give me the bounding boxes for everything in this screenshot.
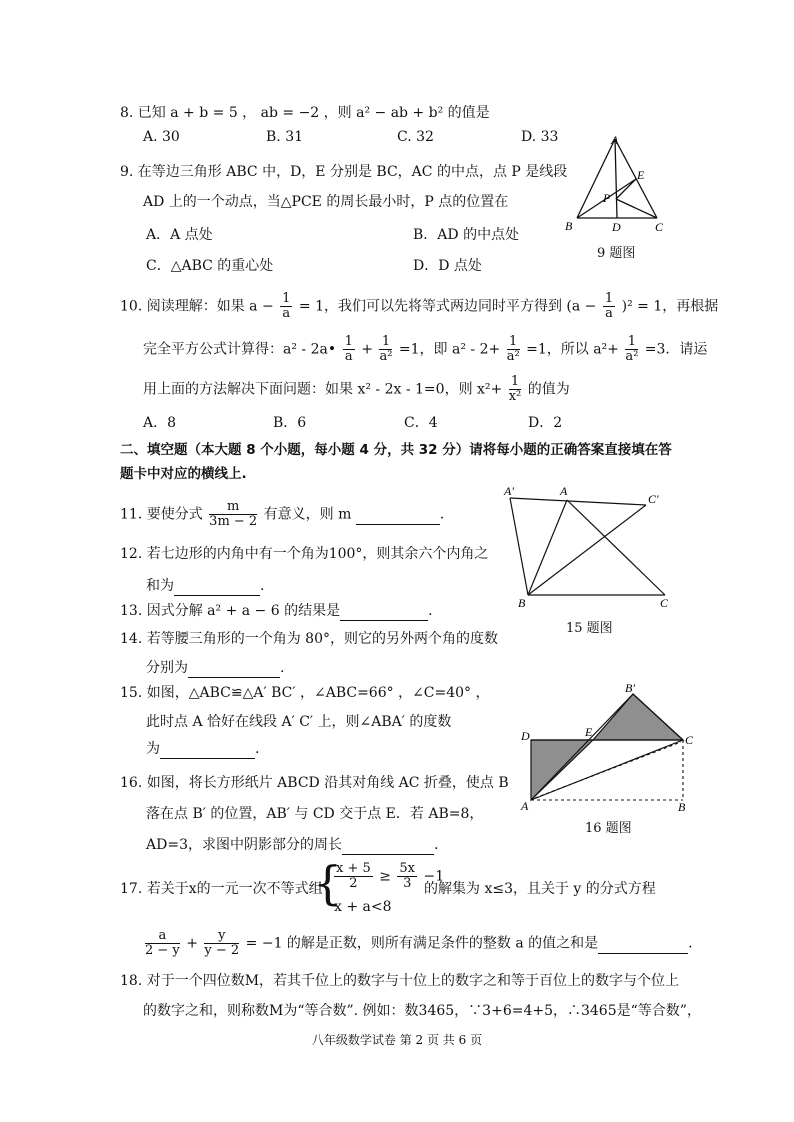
q15-segment-a1-b	[510, 498, 528, 595]
q18-line1: 18. 对于一个四位数M，若其千位上的数字与十位上的数字之和等于百位上的数字与个位上	[120, 973, 680, 989]
q12-line1: 12. 若七边形的内角中有一个角为100°，则其余六个内角之	[120, 546, 489, 562]
q10-fraction-1-over-x2: $\frac{1}{\text{x²}}$	[508, 374, 522, 404]
q17-answer-blank[interactable]	[598, 935, 688, 954]
q9-segment-pc	[616, 199, 657, 218]
q15-segment-b-c1	[528, 505, 646, 595]
q11-fraction: $\frac{m}{3m - 2}$	[209, 499, 258, 529]
q11: 11. 要使分式 $\frac{m}{3m - 2}$ 有意义，则 m .	[120, 499, 445, 529]
q15-answer-blank[interactable]	[160, 740, 255, 759]
q9-option-a: A．A 点处	[146, 227, 213, 243]
q10-fraction-1-over-a: $\frac{1}{a}$	[282, 291, 291, 321]
q16-figure-caption: 16 题图	[585, 821, 632, 836]
q10-fraction-1-over-a2-3: $\frac{1}{\text{a²}}$	[625, 334, 639, 364]
q15-label-a: A	[560, 484, 568, 498]
q15-label-c: C	[660, 596, 669, 610]
q16-label-e: E	[585, 725, 593, 739]
section2-heading-line2: 题卡中对应的横线上.	[120, 466, 247, 482]
q15-segment-ac	[567, 500, 665, 595]
q10-option-b: B．6	[273, 415, 307, 431]
q8-option-a: A. 30	[143, 129, 180, 145]
q9-side-ac	[615, 139, 657, 218]
q16-label-b: B	[678, 800, 686, 814]
q9-segment-pe	[616, 179, 636, 199]
q16-answer-blank[interactable]	[342, 836, 434, 855]
q9-label-p: P	[603, 191, 611, 205]
q9-option-b: B．AD 的中点处	[413, 227, 520, 243]
q9-figure-caption: 9 题图	[597, 246, 636, 261]
q9-option-d: D．D 点处	[413, 258, 482, 274]
q10-line3: 用上面的方法解决下面问题：如果 x² - 2x - 1=0，则 x²+ $\frac{1}{\text{x²}}$ 的值为	[143, 374, 570, 404]
q13: 13. 因式分解 a² + a − 6 的结果是 .	[120, 603, 433, 619]
page-footer: 八年级数学试卷 第 2 页 共 6 页	[311, 1033, 483, 1047]
q8-stem: 8. 已知 a + b = 5 ， ab = −2 ，则 a² − ab + b² 的值是	[120, 105, 490, 121]
q10-fraction-1-over-a2-2: $\frac{1}{\text{a²}}$	[506, 334, 520, 364]
q15-label-a1: A′	[504, 484, 514, 498]
q16-line3: AD=3，求图中阴影部分的周长 .	[146, 837, 439, 853]
q15-line2: 此时点 A 恰好在线段 A′ C′ 上，则∠ABA′ 的度数	[146, 714, 452, 730]
q16-figure	[515, 680, 705, 815]
q14-answer-blank[interactable]	[188, 659, 280, 678]
q9-label-a: A	[611, 134, 619, 147]
q10-option-a: A．8	[143, 415, 177, 431]
q10-line2: 完全平方公式计算得：a² - 2a• $\frac{1}{a}$ + $\frac{1}{\text{a²}}$ =1，即 a² - 2+ $\frac{1}{\text{a²}}$ =1，所以 a²+ $\frac{1}{\text{a²}}$ =3．请运	[143, 334, 708, 364]
q17-solution-set: 的解集为 x≤3，且关于 y 的分式方程	[424, 881, 656, 897]
q9-figure	[560, 134, 680, 244]
q10-fraction-1-over-a-3: $\frac{1}{a}$	[344, 334, 353, 364]
q16-label-b1: B′	[625, 681, 635, 695]
q16-label-d: D	[521, 729, 530, 743]
q17-inequality-1: $\frac{x + 5}{2}$ ≥ $\frac{5x}{3}$ −1	[336, 861, 445, 891]
q16-label-a: A	[521, 799, 529, 813]
q18-line2: 的数字之和，则称数M为“等合数”. 例如：数3465，∵3+6=4+5，∴3465是“等合数”，	[143, 1003, 701, 1019]
q14-line2: 分别为 .	[146, 660, 285, 676]
q17-equation: $\frac{a}{2 - y}$ + $\frac{y}{y - 2}$ = −1 的解是正数，则所有满足条件的整数 a 的值之和是 .	[145, 928, 693, 958]
q9-label-d: D	[612, 220, 621, 234]
q13-answer-blank[interactable]	[340, 602, 428, 621]
q9-label-e: E	[637, 168, 645, 182]
q10-fraction-1-over-a-2: $\frac{1}{a}$	[604, 291, 614, 321]
q10-fraction-1-over-a2: $\frac{1}{\text{a²}}$	[379, 334, 393, 364]
q9-option-c: C．△ABC 的重心处	[146, 258, 274, 274]
q8-option-d: D. 33	[521, 129, 559, 145]
q14-line1: 14. 若等腰三角形的一个角为 80°，则它的另外两个角的度数	[120, 631, 498, 647]
q15-label-b: B	[518, 596, 526, 610]
q9-median-ad	[615, 139, 617, 218]
q15-segment-a1-c1	[510, 498, 646, 505]
q10-option-c: C．4	[404, 415, 438, 431]
q15-line3: 为 .	[146, 741, 260, 757]
section2-heading-line1: 二、填空题（本大题 8 个小题，每小题 4 分，共 32 分）请将每小题的正确答案直接填在答	[120, 442, 672, 458]
q10-line1: 10. 阅读理解：如果 a − $\frac{1}{a}$ = 1，我们可以先将等式两边同时平方得到 (a − $\frac{1}{a}$ )² = 1，再根据	[120, 291, 719, 321]
q16-line1: 16. 如图，将长方形纸片 ABCD 沿其对角线 AC 折叠，使点 B	[120, 775, 509, 791]
q8-option-c: C. 32	[397, 129, 434, 145]
q16-shaded-triangle-ceb1	[593, 694, 683, 740]
q12-answer-blank[interactable]	[174, 577, 260, 596]
q17-system-brace: {	[313, 856, 343, 910]
q9-line2: AD 上的一个动点，当△PCE 的周长最小时，P 点的位置在	[143, 194, 509, 210]
q9-line1: 9. 在等边三角形 ABC 中，D，E 分别是 BC，AC 的中点，点 P 是线段	[120, 164, 568, 180]
q15-figure	[500, 483, 690, 615]
q16-label-c: C	[685, 733, 694, 747]
q9-label-b: B	[565, 219, 573, 233]
q15-label-c1: C′	[648, 492, 659, 506]
q10-option-d: D．2	[528, 415, 563, 431]
q17-inequality-2: x + a<8	[334, 899, 392, 915]
q12-line2: 和为 .	[146, 578, 265, 594]
q15-line1: 15. 如图，△ABC≌△A′ BC′ ，∠ABC=66° ，∠C=40° ，	[120, 685, 490, 701]
q9-label-c: C	[655, 220, 664, 234]
q17-intro: 17. 若关于x的一元一次不等式组	[120, 881, 323, 897]
q15-figure-caption: 15 题图	[566, 621, 613, 636]
q16-line2: 落在点 B′ 的位置，AB′ 与 CD 交于点 E．若 AB=8，	[146, 806, 484, 822]
q11-answer-blank[interactable]	[356, 506, 440, 525]
q8-option-b: B. 31	[266, 129, 304, 145]
